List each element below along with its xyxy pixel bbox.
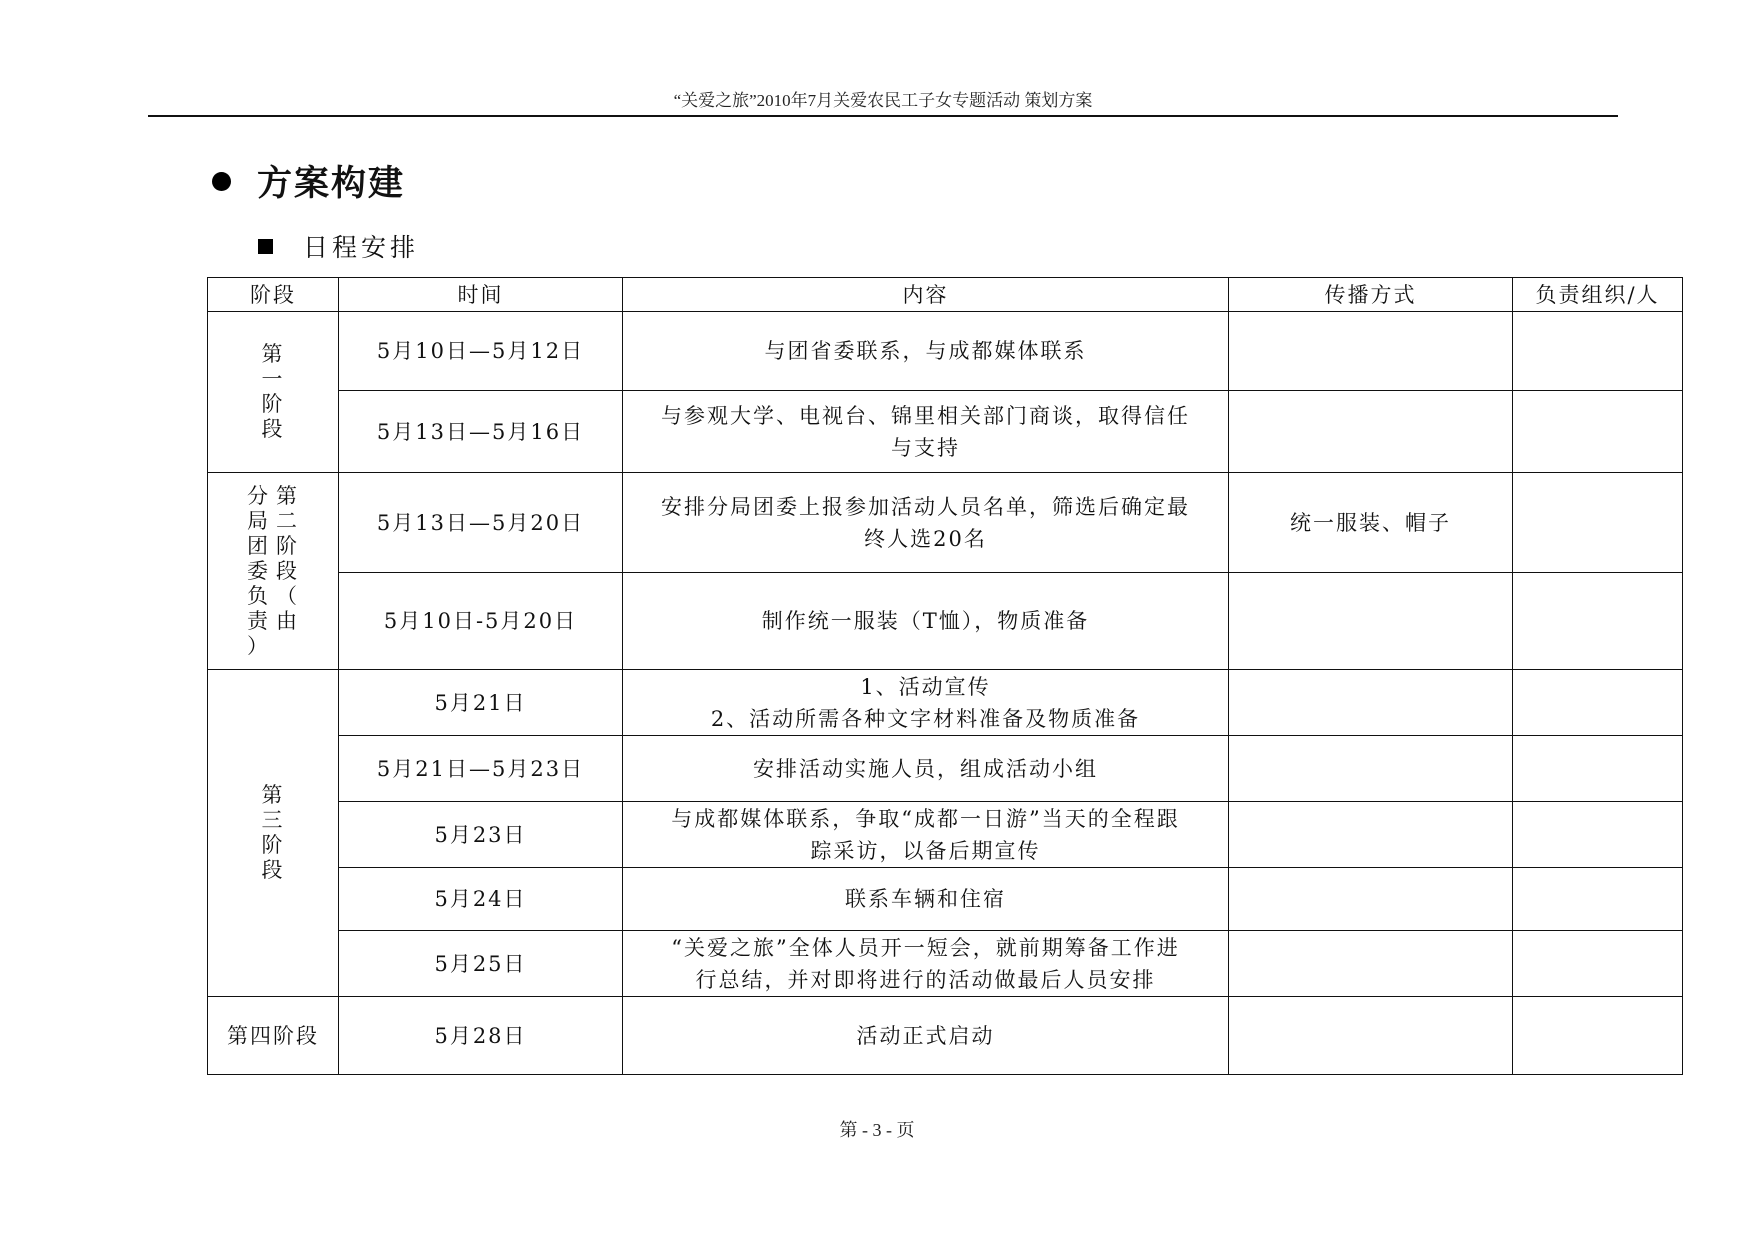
bullet-dot-icon: [212, 172, 231, 191]
stage-label-char: 阶: [261, 833, 285, 857]
owner-cell: [1513, 931, 1683, 997]
stage-label-char: 一: [261, 367, 285, 391]
time-cell: 5月10日-5月20日: [339, 573, 623, 670]
content-line: 终人选20名: [864, 526, 987, 551]
time-cell: 5月21日: [339, 670, 623, 736]
table-header-row: [208, 278, 1683, 312]
stage-label-char: ）: [247, 633, 270, 658]
stage-label-char: 第: [261, 342, 285, 366]
stage-label-char: 委: [247, 558, 270, 583]
content-cell: [623, 391, 1229, 473]
owner-cell: [1513, 802, 1683, 868]
stage-label-char: 第: [261, 783, 285, 807]
owner-cell: [1513, 670, 1683, 736]
time-cell: 5月25日: [339, 931, 623, 997]
header-content: 内容: [623, 278, 1229, 312]
sub-heading: [258, 228, 419, 264]
time-cell: 5月23日: [339, 802, 623, 868]
content-line: 活动正式启动: [856, 1023, 995, 1048]
stage-label-char: 阶: [261, 392, 285, 416]
content-line: 踪采访，以备后期宣传: [810, 838, 1041, 863]
table-row: [208, 473, 1683, 573]
media-cell: [1229, 312, 1513, 391]
page-header: “关爱之旅”2010年7月关爱农民工子女专题活动 策划方案: [673, 91, 1093, 110]
schedule-table: [207, 277, 1683, 1075]
stage-label-column: [247, 484, 270, 659]
table-row: [208, 997, 1683, 1075]
media-cell: [1229, 670, 1513, 736]
content-line: 安排活动实施人员，组成活动小组: [753, 756, 1098, 781]
owner-cell: [1513, 573, 1683, 670]
media-cell: [1229, 573, 1513, 670]
media-cell: [1229, 868, 1513, 931]
content-line: 安排分局团委上报参加活动人员名单，筛选后确定最: [661, 494, 1190, 519]
content-cell: [623, 312, 1229, 391]
owner-cell: [1513, 997, 1683, 1075]
content-line: 2、活动所需各种文字材料准备及物质准备: [710, 706, 1141, 731]
table-row: [208, 670, 1683, 736]
header-time: 时间: [339, 278, 623, 312]
stage-label-char: 段: [261, 858, 285, 882]
content-cell: [623, 802, 1229, 868]
time-cell: 5月28日: [339, 997, 623, 1075]
stage-label-char: 三: [261, 808, 285, 832]
time-cell: 5月21日—5月23日: [339, 736, 623, 802]
content-cell: [623, 736, 1229, 802]
time-cell: 5月10日—5月12日: [339, 312, 623, 391]
stage-label: [262, 342, 285, 442]
stage-label-cell: 第四阶段: [208, 997, 339, 1075]
stage-label-char: 由: [276, 608, 299, 633]
owner-cell: [1513, 312, 1683, 391]
stage-label-char: （: [276, 583, 299, 608]
content-cell: [623, 670, 1229, 736]
owner-cell: [1513, 473, 1683, 573]
subsection-title: 日程安排: [303, 233, 420, 262]
stage-label-char: 分: [247, 483, 270, 508]
content-line: 1、活动宣传: [860, 674, 991, 699]
content-line: 行总结，并对即将进行的活动做最后人员安排: [695, 967, 1156, 992]
media-cell: [1229, 391, 1513, 473]
owner-cell: [1513, 868, 1683, 931]
stage-label-cell: [208, 473, 339, 670]
table-row: [208, 391, 1683, 473]
stage-label-column: [276, 484, 299, 634]
time-cell: 5月13日—5月20日: [339, 473, 623, 573]
stage-label-char: 责: [247, 608, 270, 633]
stage-label-char: 团: [247, 533, 270, 558]
stage-label-char: 第: [276, 483, 299, 508]
time-cell: 5月13日—5月16日: [339, 391, 623, 473]
header-media: 传播方式: [1229, 278, 1513, 312]
square-bullet-icon: [258, 239, 273, 254]
content-line: 与支持: [891, 435, 960, 460]
table-row: [208, 931, 1683, 997]
stage-label-char: 二: [276, 508, 299, 533]
content-cell: [623, 997, 1229, 1075]
media-cell: [1229, 736, 1513, 802]
section-heading: [212, 156, 405, 206]
stage-label-char: 段: [276, 558, 299, 583]
stage-label-char: 段: [261, 417, 285, 441]
media-cell: [1229, 802, 1513, 868]
stage-label-char: 阶: [276, 533, 299, 558]
content-cell: [623, 868, 1229, 931]
content-line: 制作统一服装（T恤），物质准备: [761, 609, 1090, 633]
stage-label-cell: [208, 312, 339, 473]
content-line: 联系车辆和住宿: [845, 887, 1006, 911]
stage-label-char: 负: [247, 583, 270, 608]
content-cell: [623, 573, 1229, 670]
media-cell: 统一服装、帽子: [1229, 473, 1513, 573]
header-stage: 阶段: [208, 278, 339, 312]
table-row: [208, 312, 1683, 391]
content-line: 与成都媒体联系，争取“成都一日游”当天的全程跟: [671, 806, 1180, 831]
content-line: 与参观大学、电视台、锦里相关部门商谈，取得信任: [661, 403, 1190, 428]
header-owner: 负责组织/人: [1513, 278, 1683, 312]
time-cell: 5月24日: [339, 868, 623, 931]
content-cell: [623, 931, 1229, 997]
content-line: 与团省委联系，与成都媒体联系: [764, 339, 1087, 363]
owner-cell: [1513, 391, 1683, 473]
media-cell: [1229, 931, 1513, 997]
owner-cell: [1513, 736, 1683, 802]
page-number: 第 - 3 - 页: [839, 1120, 915, 1140]
content-cell: [623, 473, 1229, 573]
table-row: [208, 868, 1683, 931]
table-row: [208, 573, 1683, 670]
section-title: 方案构建: [257, 164, 406, 204]
table-row: [208, 736, 1683, 802]
stage-label-char: 局: [247, 508, 270, 533]
header-divider: [148, 115, 1618, 117]
stage-label-cell: [208, 670, 339, 997]
media-cell: [1229, 997, 1513, 1075]
content-line: “关爱之旅”全体人员开一短会，就前期筹备工作进: [671, 935, 1180, 960]
stage-label: [262, 783, 285, 883]
table-row: [208, 802, 1683, 868]
